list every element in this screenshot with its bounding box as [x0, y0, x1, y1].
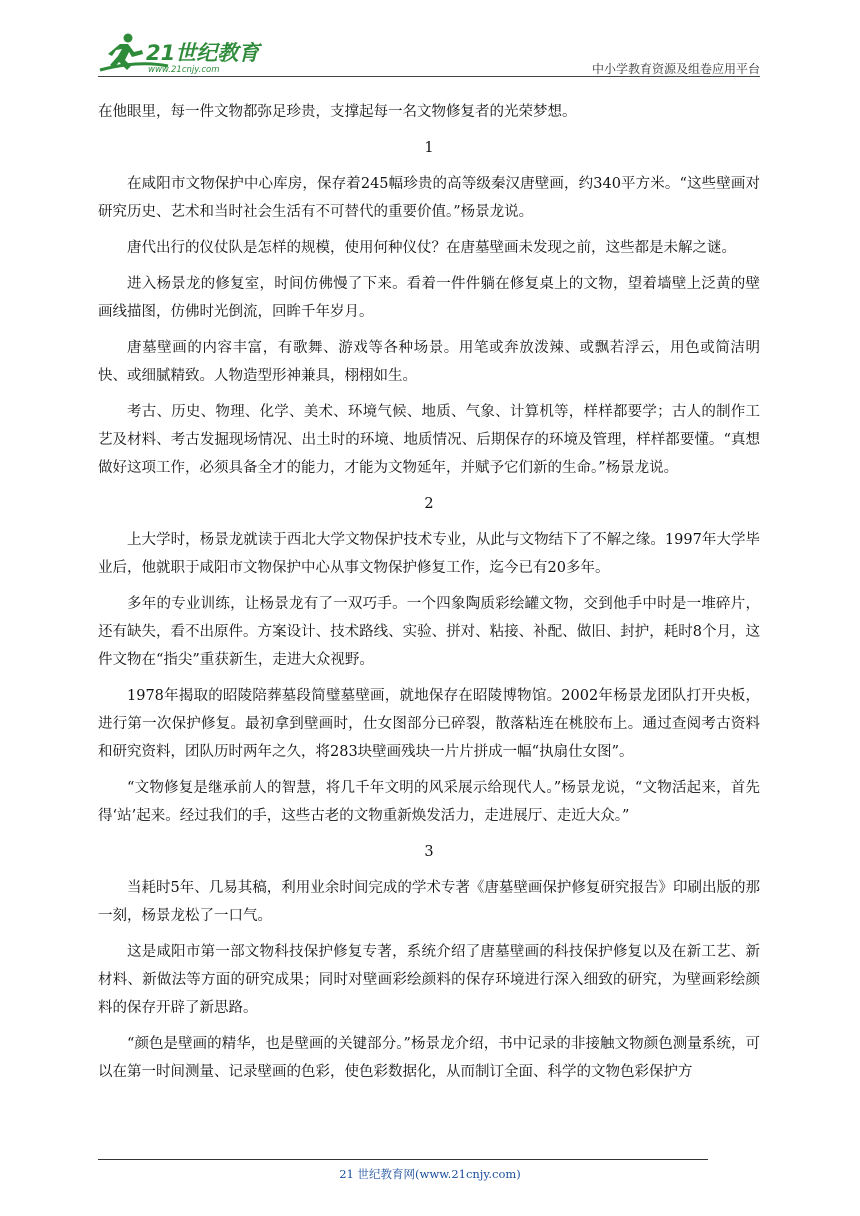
section-number: 2 [424, 496, 434, 512]
section-number: 3 [424, 844, 434, 860]
paragraph: 上大学时，杨景龙就读于西北大学文物保护技术专业，从此与文物结下了不解之缘。1997年大学毕业后，他就职于咸阳市文物保护中心从事文物保护修复工作，迄今已有20多年。 [98, 532, 760, 576]
svg-text:www.21cnjy.com: www.21cnjy.com [148, 65, 220, 75]
header-rule [98, 76, 760, 77]
paragraph: “颜色是壁画的精华，也是壁画的关键部分。”杨景龙介绍，书中记录的非接触文物颜色测量系统，可以在第一时间测量、记录壁画的色彩，使色彩数据化，从而制订全面、科学的文物色彩保护方 [98, 1036, 760, 1080]
paragraph: 进入杨景龙的修复室，时间仿佛慢了下来。看着一件件躺在修复桌上的文物，望着墙壁上泛黄的壁画线描图，仿佛时光倒流，回眸千年岁月。 [98, 276, 760, 320]
footer-rule [98, 1159, 708, 1160]
paragraph: 1978年揭取的昭陵陪葬墓段简璧墓壁画，就地保存在昭陵博物馆。2002年杨景龙团队打开央板，进行第一次保护修复。最初拿到壁画时，仕女图部分已碎裂，散落粘连在桃胶布上。通过查阅考古资料和研究资料，团队历时两年之久，将283块壁画残块一片片拼成一幅“执扇仕女图”。 [98, 688, 760, 760]
site-name: 中小学教育资源及组卷应用平台 [591, 62, 760, 76]
paragraph: 在他眼里，每一件文物都弥足珍贵，支撑起每一名文物修复者的光荣梦想。 [98, 104, 577, 120]
paragraph: 多年的专业训练，让杨景龙有了一双巧手。一个四象陶质彩绘罐文物，交到他手中时是一堆碎片，还有缺失，看不出原件。方案设计、技术路线、实验、拼对、粘接、补配、做旧、封护，耗时8个月，这件文物在“指尖”重获新生，走进大众视野。 [98, 596, 760, 668]
section-number: 1 [424, 140, 434, 156]
footer-link[interactable]: 21 世纪教育网(www.21cnjy.com) [339, 1167, 521, 1181]
paragraph: 考古、历史、物理、化学、美术、环境气候、地质、气象、计算机等，样样都要学；古人的制作工艺及材料、考古发掘现场情况、出土时的环境、地质情况、后期保存的环境及管理，样样都要懂。“真想做好这项工作，必须具备全才的能力，才能为文物延年，并赋予它们新的生命。”杨景龙说。 [98, 404, 760, 476]
page-header [98, 30, 760, 78]
paragraph: 这是咸阳市第一部文物科技保护修复专著，系统介绍了唐墓壁画的科技保护修复以及在新工艺、新材料、新做法等方面的研究成果；同时对壁画彩绘颜料的保存环境进行深入细致的研究，为壁画彩绘颜料的保存开辟了新思路。 [98, 944, 760, 1016]
paragraph: 唐墓壁画的内容丰富，有歌舞、游戏等各种场景。用笔或奔放泼辣、或飘若浮云，用色或简洁明快、或细腻精致。人物造型形神兼具，栩栩如生。 [98, 340, 760, 384]
site-logo [98, 30, 268, 76]
paragraph: 唐代出行的仪仗队是怎样的规模，使用何种仪仗？在唐墓壁画未发现之前，这些都是未解之谜。 [127, 240, 736, 256]
paragraph: “文物修复是继承前人的智慧，将几千年文明的风采展示给现代人。”杨景龙说，“文物活起来，首先得‘站’起来。经过我们的手，这些古老的文物重新焕发活力，走进展厅、走近大众。” [98, 780, 760, 824]
paragraph: 在咸阳市文物保护中心库房，保存着245幅珍贵的高等级秦汉唐壁画，约340平方米。“这些壁画对研究历史、艺术和当时社会生活有不可替代的重要价值。”杨景龙说。 [98, 176, 760, 220]
article-body [98, 98, 760, 1086]
svg-text:21世纪教育: 21世纪教育 [146, 41, 260, 65]
paragraph: 当耗时5年、几易其稿，利用业余时间完成的学术专著《唐墓壁画保护修复研究报告》印刷出版的那一刻，杨景龙松了一口气。 [98, 880, 760, 924]
